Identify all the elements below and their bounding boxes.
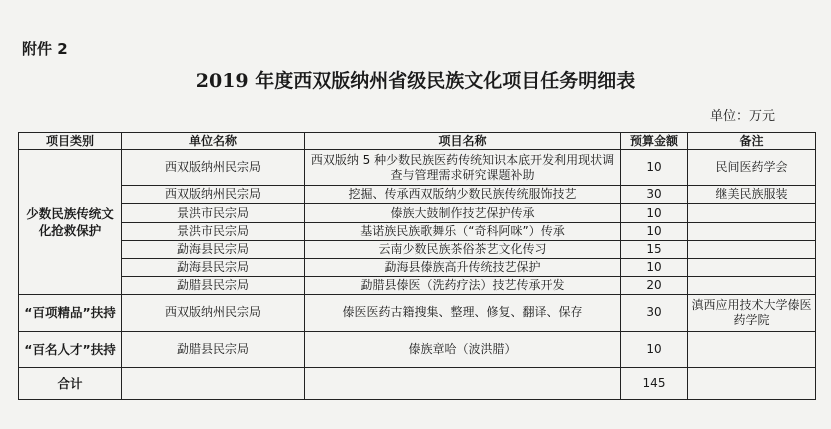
empty-cell [688, 367, 816, 399]
amount-cell: 10 [621, 222, 688, 240]
amount-cell: 10 [621, 331, 688, 367]
project-cell: 傣族大鼓制作技艺保护传承 [305, 204, 621, 222]
note-cell [688, 204, 816, 222]
unit-cell: 景洪市民宗局 [122, 222, 305, 240]
unit-cell: 勐海县民宗局 [122, 258, 305, 276]
table-row [19, 240, 816, 258]
project-cell: 勐海县傣族高升传统技艺保护 [305, 258, 621, 276]
column-header-unit: 单位名称 [122, 133, 305, 150]
note-cell [688, 277, 816, 295]
amount-cell: 15 [621, 240, 688, 258]
unit-cell: 勐腊县民宗局 [122, 277, 305, 295]
table-row [19, 222, 816, 240]
category-cell: “百项精品”扶持 [19, 295, 122, 331]
project-detail-table [18, 132, 816, 400]
total-label-cell: 合计 [19, 367, 122, 399]
unit-label: 单位：万元 [709, 109, 775, 124]
amount-cell: 10 [621, 150, 688, 186]
table-row [19, 150, 816, 186]
table-row [19, 295, 816, 331]
project-cell: 傣族章哈（波洪腊） [305, 331, 621, 367]
table-row [19, 258, 816, 276]
table-row [19, 277, 816, 295]
total-amount-cell: 145 [621, 367, 688, 399]
unit-cell: 勐腊县民宗局 [122, 331, 305, 367]
amount-cell: 20 [621, 277, 688, 295]
note-cell: 滇西应用技术大学傣医药学院 [688, 295, 816, 331]
bleed-through-text [90, 40, 831, 57]
column-header-amount: 预算金额 [621, 133, 688, 150]
unit-cell: 勐海县民宗局 [122, 240, 305, 258]
project-cell: 勐腊县傣医（洗药疗法）技艺传承开发 [305, 277, 621, 295]
empty-cell [305, 367, 621, 399]
note-cell: 民间医药学会 [688, 150, 816, 186]
project-cell: 西双版纳 5 种少数民族医药传统知识本底开发利用现状调查与管理需求研究课题补助 [305, 150, 621, 186]
amount-cell: 30 [621, 295, 688, 331]
project-cell: 基诺族民族歌舞乐（“奇科阿咪”）传承 [305, 222, 621, 240]
column-header-category: 项目类别 [19, 133, 122, 150]
project-cell: 挖掘、传承西双版纳少数民族传统服饰技艺 [305, 186, 621, 204]
table-row [19, 186, 816, 204]
table-row [19, 204, 816, 222]
total-row [19, 367, 816, 399]
project-cell: 傣医医药古籍搜集、整理、修复、翻译、保存 [305, 295, 621, 331]
document-title: 2019 年度西双版纳州省级民族文化项目任务明细表 [195, 70, 636, 92]
unit-cell: 西双版纳州民宗局 [122, 295, 305, 331]
note-cell [688, 258, 816, 276]
project-cell: 云南少数民族茶俗茶艺文化传习 [305, 240, 621, 258]
category-cell: 少数民族传统文化抢救保护 [19, 150, 122, 295]
note-cell [688, 240, 816, 258]
table-header-row [19, 133, 816, 150]
note-cell [688, 331, 816, 367]
category-cell: “百名人才”扶持 [19, 331, 122, 367]
unit-cell: 西双版纳州民宗局 [122, 186, 305, 204]
empty-cell [122, 367, 305, 399]
note-cell [688, 222, 816, 240]
unit-cell: 西双版纳州民宗局 [122, 150, 305, 186]
column-header-project: 项目名称 [305, 133, 621, 150]
amount-cell: 10 [621, 258, 688, 276]
unit-cell: 景洪市民宗局 [122, 204, 305, 222]
amount-cell: 30 [621, 186, 688, 204]
column-header-note: 备注 [688, 133, 816, 150]
note-cell: 继美民族服装 [688, 186, 816, 204]
table-row [19, 331, 816, 367]
amount-cell: 10 [621, 204, 688, 222]
attachment-label: 附件 2 [22, 40, 68, 58]
